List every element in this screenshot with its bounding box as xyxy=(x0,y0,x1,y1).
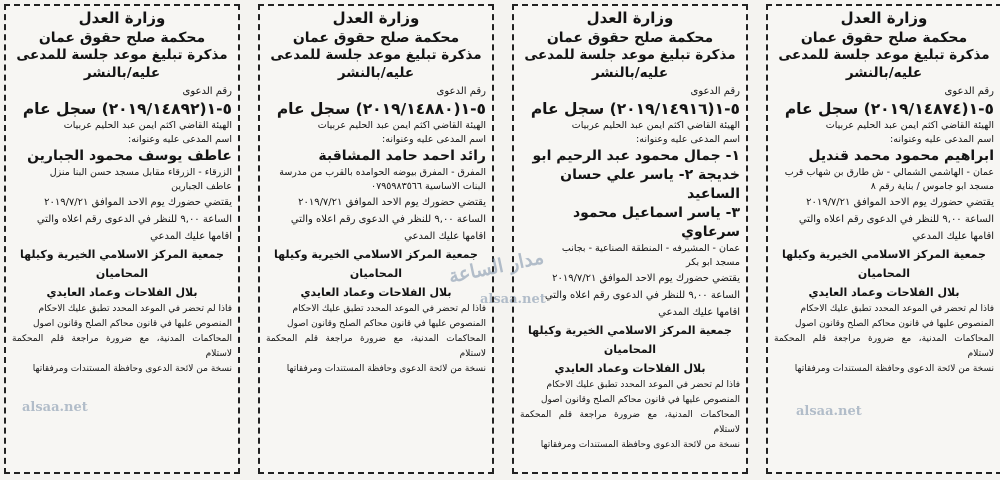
notice-subtitle: عليه/بالنشر xyxy=(337,65,415,82)
notice-subtitle: عليه/بالنشر xyxy=(83,65,161,82)
law-line: المنصوص عليها في قانون محاكم الصلح وقانون اصول xyxy=(540,394,740,405)
notice-title: مذكرة تبليغ موعد جلسة للمدعى xyxy=(16,47,228,64)
law-line: المنصوص عليها في قانون محاكم الصلح وقانون اصول xyxy=(32,318,232,329)
defendant-label: اسم المدعى عليه وعنوانه: xyxy=(128,133,232,145)
law-line: المحاكمات المدنية، مع ضرورة مراجعة قلم المحكمة لاستلام xyxy=(774,333,994,359)
case-label: رقم الدعوى xyxy=(182,85,232,97)
case-label: رقم الدعوى xyxy=(944,85,994,97)
address-line: الزرقاء - الزرقاء مقابل مسجد حسن البنا منزل xyxy=(49,166,232,178)
law-line: المنصوص عليها في قانون محاكم الصلح وقانون اصول xyxy=(794,318,994,329)
notice-title: مذكرة تبليغ موعد جلسة للمدعى xyxy=(270,47,482,64)
law-line: المحاكمات المدنية، مع ضرورة مراجعة قلم المحكمة لاستلام xyxy=(12,333,232,359)
law-line: نسخة من لائحة الدعوى وحافظة المستندات ومرفقاتها xyxy=(286,363,486,374)
case-label: رقم الدعوى xyxy=(690,85,740,97)
attend-line: يقتضي حضورك يوم الاحد الموافق ٢٠١٩/٧/٢١ xyxy=(298,196,486,208)
attend-line: الساعة ٩,٠٠ للنظر في الدعوى رقم اعلاه والتي xyxy=(544,289,740,301)
case-number: ٥-١(٢٠١٩/١٤٨٧٤) سجل عام xyxy=(784,99,994,118)
court-name: محكمة صلح حقوق عمان xyxy=(38,29,206,46)
plaintiff-line: جمعية المركز الاسلامي الخيرية وكيلها المحاميان xyxy=(782,247,986,280)
court-notice xyxy=(512,4,748,474)
court-notice xyxy=(258,4,494,474)
defendant-label: اسم المدعى عليه وعنوانه: xyxy=(636,133,740,145)
law-line: فاذا لم تحضر في الموعد المحدد تطبق عليك الاحكام xyxy=(292,303,486,314)
defendant-label: اسم المدعى عليه وعنوانه: xyxy=(382,133,486,145)
law-line: المحاكمات المدنية، مع ضرورة مراجعة قلم المحكمة لاستلام xyxy=(520,409,740,435)
judge-line: الهيئة القاضي اكثم ايمن عبد الحليم عربيات xyxy=(63,119,232,131)
defendant-name: ٣- ياسر اسماعيل محمود سرعاوي xyxy=(572,204,740,240)
watermark: مدار الساعة xyxy=(446,246,546,288)
law-line: نسخة من لائحة الدعوى وحافظة المستندات ومرفقاتها xyxy=(32,363,232,374)
address-line: مسجد ابو جاموس / بناية رقم ٨ xyxy=(870,180,994,192)
case-number: ٥-١(٢٠١٩/١٤٨٨٠) سجل عام xyxy=(276,99,486,118)
defendant-name: عاطف يوسف محمود الجبارين xyxy=(27,147,232,164)
attend-line: الساعة ٩,٠٠ للنظر في الدعوى رقم اعلاه والتي xyxy=(36,213,232,225)
attend-line: اقامها عليك المدعي xyxy=(150,230,232,242)
defendant-name: ابراهيم محمود محمد قنديل xyxy=(808,147,994,164)
attend-line: يقتضي حضورك يوم الاحد الموافق ٢٠١٩/٧/٢١ xyxy=(806,196,994,208)
court-name: محكمة صلح حقوق عمان xyxy=(800,29,968,46)
notice-subtitle: عليه/بالنشر xyxy=(591,65,669,82)
law-line: المحاكمات المدنية، مع ضرورة مراجعة قلم المحكمة لاستلام xyxy=(266,333,486,359)
address-line: عمان - المشيرفه - المنطقة الصناعية - بجانب xyxy=(561,242,740,254)
attend-line: اقامها عليك المدعي xyxy=(658,306,740,318)
attend-line: الساعة ٩,٠٠ للنظر في الدعوى رقم اعلاه والتي xyxy=(290,213,486,225)
address-line: عاطف الجبارين xyxy=(171,180,232,192)
attend-line: يقتضي حضورك يوم الاحد الموافق ٢٠١٩/٧/٢١ xyxy=(44,196,232,208)
notice-subtitle: عليه/بالنشر xyxy=(845,65,923,82)
defendant-name: ١- جمال محمود عبد الرحيم ابو xyxy=(532,147,740,164)
attend-line: الساعة ٩,٠٠ للنظر في الدعوى رقم اعلاه والتي xyxy=(798,213,994,225)
plaintiff-line: جمعية المركز الاسلامي الخيرية وكيلها المحاميان xyxy=(20,247,224,280)
lawyers-line: بلال الفلاحات وعماد العايدي xyxy=(808,285,960,299)
case-label: رقم الدعوى xyxy=(436,85,486,97)
lawyers-line: بلال الفلاحات وعماد العايدي xyxy=(300,285,452,299)
address-line: مسجد ابو بكر xyxy=(685,256,740,268)
watermark: alsaa.net xyxy=(22,400,88,415)
court-name: محكمة صلح حقوق عمان xyxy=(292,29,460,46)
ministry-title: وزارة العدل xyxy=(332,9,420,27)
law-line: فاذا لم تحضر في الموعد المحدد تطبق عليك الاحكام xyxy=(800,303,994,314)
watermark: alsaa.net xyxy=(796,404,862,419)
law-line: فاذا لم تحضر في الموعد المحدد تطبق عليك الاحكام xyxy=(38,303,232,314)
ministry-title: وزارة العدل xyxy=(840,9,928,27)
notice-title: مذكرة تبليغ موعد جلسة للمدعى xyxy=(778,47,990,64)
law-line: نسخة من لائحة الدعوى وحافظة المستندات ومرفقاتها xyxy=(794,363,994,374)
ministry-title: وزارة العدل xyxy=(78,9,166,27)
attend-line: يقتضي حضورك يوم الاحد الموافق ٢٠١٩/٧/٢١ xyxy=(552,272,740,284)
judge-line: الهيئة القاضي اكثم ايمن عبد الحليم عربيات xyxy=(825,119,994,131)
address-line: عمان - الهاشمي الشمالي - ش طارق بن شهاب قرب xyxy=(784,166,994,178)
defendant-name: رائد احمد حامد المشاقبة xyxy=(318,147,486,164)
defendant-label: اسم المدعى عليه وعنوانه: xyxy=(890,133,994,145)
address-line: المفرق - المفرق بيوضه الحوامده بالقرب من مدرسة xyxy=(279,166,486,178)
court-name: محكمة صلح حقوق عمان xyxy=(546,29,714,46)
plaintiff-line: جمعية المركز الاسلامي الخيرية وكيلها المحاميان xyxy=(274,247,478,280)
attend-line: اقامها عليك المدعي xyxy=(912,230,994,242)
judge-line: الهيئة القاضي اكثم ايمن عبد الحليم عربيات xyxy=(317,119,486,131)
law-line: فاذا لم تحضر في الموعد المحدد تطبق عليك الاحكام xyxy=(546,379,740,390)
lawyers-line: بلال الفلاحات وعماد العايدي xyxy=(554,361,706,375)
attend-line: اقامها عليك المدعي xyxy=(404,230,486,242)
notice-title: مذكرة تبليغ موعد جلسة للمدعى xyxy=(524,47,736,64)
law-line: المنصوص عليها في قانون محاكم الصلح وقانون اصول xyxy=(286,318,486,329)
address-line: البنات الاساسية ٠٧٩٥٩٨٣٥٦٦ xyxy=(370,180,486,192)
law-line: نسخة من لائحة الدعوى وحافظة المستندات ومرفقاتها xyxy=(540,439,740,450)
judge-line: الهيئة القاضي اكثم ايمن عبد الحليم عربيات xyxy=(571,119,740,131)
plaintiff-line: جمعية المركز الاسلامي الخيرية وكيلها المحاميان xyxy=(528,323,732,356)
case-number: ٥-١(٢٠١٩/١٤٨٩٢) سجل عام xyxy=(22,99,232,118)
case-number: ٥-١(٢٠١٩/١٤٩١٦) سجل عام xyxy=(530,99,740,118)
watermark: alsaa.net xyxy=(480,292,546,307)
ministry-title: وزارة العدل xyxy=(586,9,674,27)
defendant-name: خديجة ٢- ياسر علي حسان الساعيد xyxy=(560,166,740,202)
lawyers-line: بلال الفلاحات وعماد العايدي xyxy=(46,285,198,299)
